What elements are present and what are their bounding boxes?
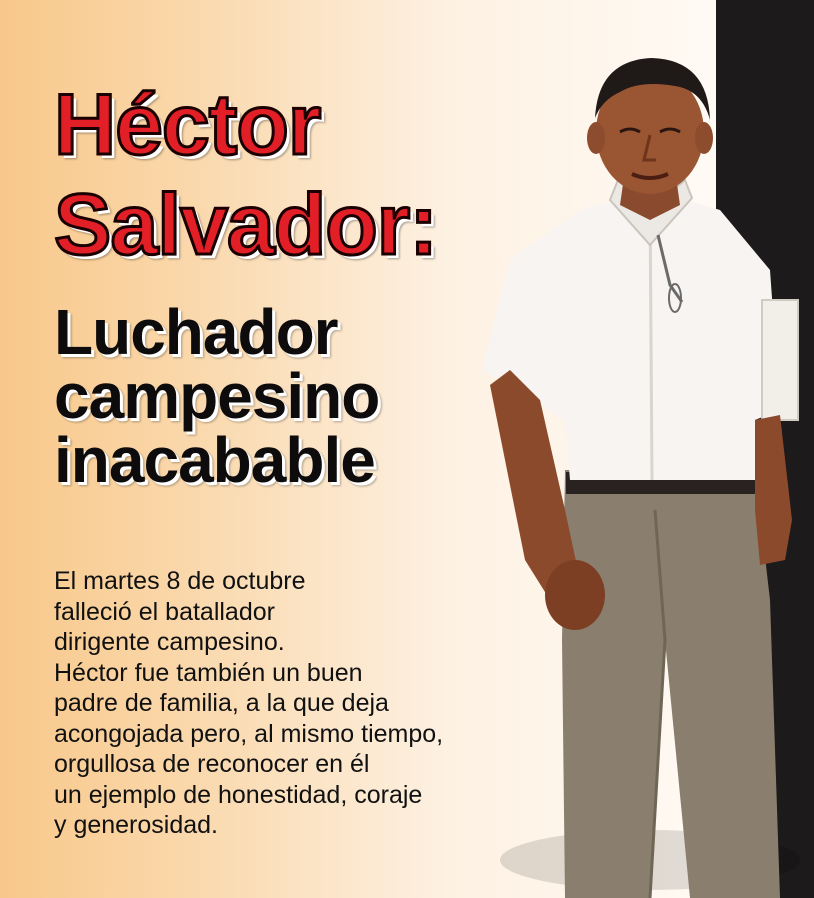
headline-subtitle xyxy=(54,296,380,496)
body-line: Héctor fue también un buen xyxy=(54,658,363,687)
body-line: dirigente campesino. xyxy=(54,628,285,656)
body-line: El martes 8 de octubre xyxy=(54,567,306,595)
left-hand xyxy=(545,560,605,630)
right-arm xyxy=(755,415,792,565)
headline-name-line1: Héctor xyxy=(54,77,321,173)
headline-name-line2: Salvador: xyxy=(54,177,437,273)
subtitle-line: Luchador xyxy=(54,296,338,368)
portrait-photo xyxy=(470,40,814,898)
subtitle-line: campesino xyxy=(54,360,380,432)
body-line: acongojada pero, al mismo tiempo, xyxy=(54,719,444,748)
body-line: padre de familia, a la que deja xyxy=(54,689,389,717)
body-line: y generosidad. xyxy=(54,811,219,839)
body-line: un ejemplo de honestidad, coraje xyxy=(54,780,423,809)
body-line: falleció el batallador xyxy=(54,597,275,626)
subtitle-line: inacabable xyxy=(54,424,375,496)
body-line: orgullosa de reconocer en él xyxy=(54,750,370,778)
article-body xyxy=(54,566,443,841)
papers xyxy=(762,300,798,420)
